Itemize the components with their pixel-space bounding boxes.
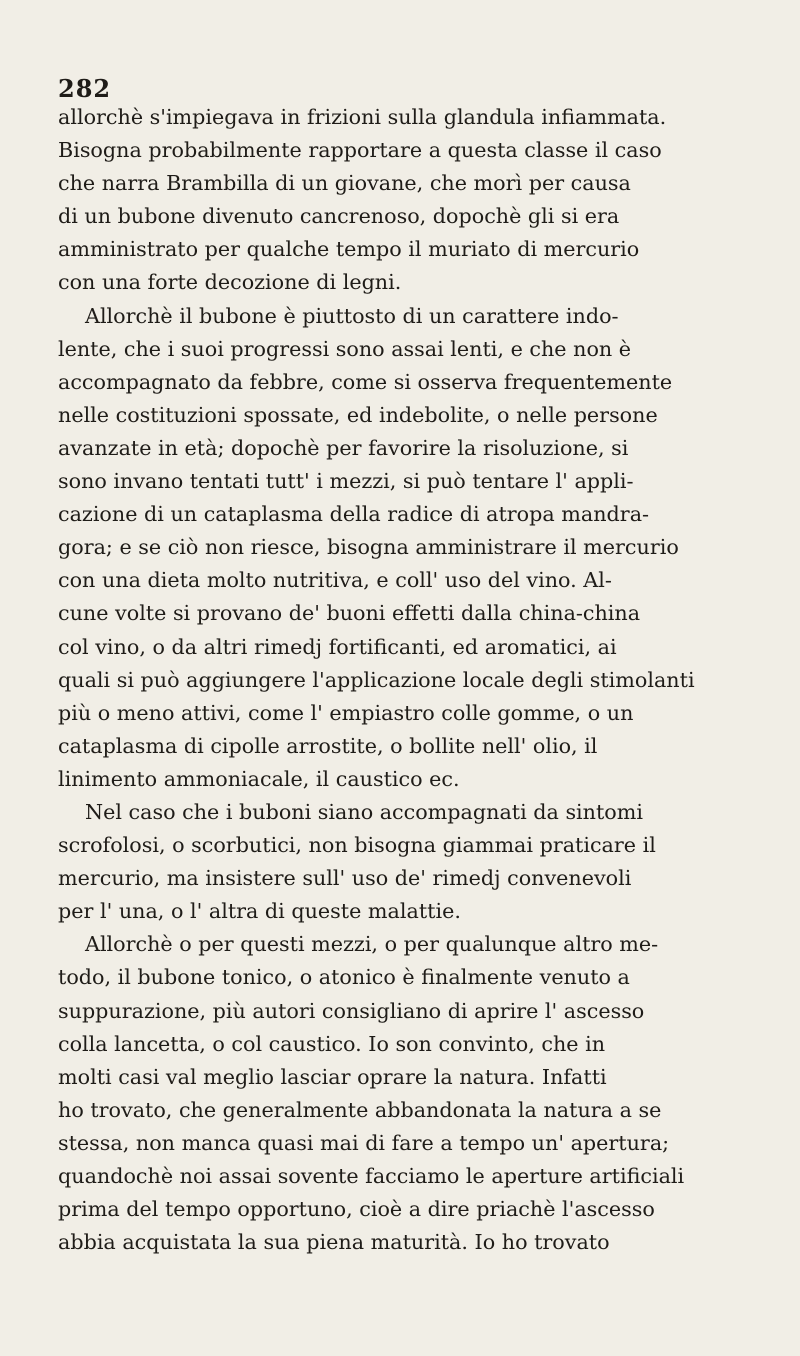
text-line: allorchè s'impiegava in frizioni sulla glandula infiammata. [58, 105, 667, 129]
paragraph-3 [58, 796, 762, 928]
text-line: scrofolosi, o scorbutici, non bisogna giammai praticare il [58, 833, 656, 858]
text-line: abbia acquistata la sua piena maturità. Io ho trovato [58, 1230, 610, 1255]
text-line: linimento ammoniacale, il caustico ec. [58, 766, 460, 791]
text-line: cazione di un cataplasma della radice di atropa mandra- [58, 502, 650, 527]
paragraph-4 [58, 928, 762, 1259]
text-line: avanzate in età; dopochè per favorire la risoluzione, si [58, 435, 629, 460]
text-line: con una forte decozione di legni. [58, 270, 402, 295]
text-line: cataplasma di cipolle arrostite, o bollite nell' olio, il [58, 733, 598, 758]
text-line: quali si può aggiungere l'applicazione locale degli stimolanti [58, 667, 695, 692]
text-line: stessa, non manca quasi mai di fare a tempo un' apertura; [58, 1130, 670, 1155]
text-line: molti casi val meglio lasciar oprare la natura. Infatti [58, 1064, 607, 1089]
text-line: per l' una, o l' altra di queste malattie. [58, 899, 461, 924]
text-line: di un bubone divenuto cancrenoso, dopochè gli si era [58, 204, 620, 229]
text-line: colla lancetta, o col caustico. Io son convinto, che in [58, 1031, 606, 1056]
text-line: suppurazione, più autori consigliano di aprire l' ascesso [58, 998, 645, 1023]
text-line: sono invano tentati tutt' i mezzi, si può tentare l' appli- [58, 469, 634, 494]
text-line: più o meno attivi, come l' empiastro colle gomme, o un [58, 700, 634, 725]
text-line: che narra Brambilla di un giovane, che morì per causa [58, 171, 631, 196]
text-line: ho trovato, che generalmente abbandonata la natura a se [58, 1097, 662, 1122]
paragraph-1 [58, 101, 762, 300]
text-line: mercurio, ma insistere sull' uso de' rimedj convenevoli [58, 866, 632, 891]
text-line: con una dieta molto nutritiva, e coll' uso del vino. Al- [58, 568, 612, 593]
text-line: amministrato per qualche tempo il muriato di mercurio [58, 237, 640, 262]
page-number: 282 [58, 74, 112, 103]
text-line: Bisogna probabilmente rapportare a questa classe il caso [58, 138, 662, 163]
text-line: gora; e se ciò non riesce, bisogna amministrare il mercurio [58, 535, 679, 560]
page-text [58, 101, 762, 1259]
text-line: cune volte si provano de' buoni effetti dalla china-china [58, 601, 641, 626]
text-line: lente, che i suoi progressi sono assai lenti, e che non è [58, 336, 632, 361]
text-line: todo, il bubone tonico, o atonico è finalmente venuto a [58, 965, 630, 990]
paragraph-2 [58, 300, 762, 796]
text-line: col vino, o da altri rimedj fortificanti, ed aromatici, ai [58, 634, 617, 659]
text-line: nelle costituzioni spossate, ed indebolite, o nelle persone [58, 402, 658, 427]
text-line: Allorchè il bubone è piuttosto di un carattere indo- [85, 303, 619, 328]
text-line: quandochè noi assai sovente facciamo le aperture artificiali [58, 1164, 685, 1188]
text-line: accompagnato da febbre, come si osserva frequentemente [58, 369, 673, 394]
text-line: Allorchè o per questi mezzi, o per qualunque altro me- [85, 932, 659, 957]
text-line: Nel caso che i buboni siano accompagnati da sintomi [85, 799, 643, 824]
text-line: prima del tempo opportuno, cioè a dire priachè l'ascesso [58, 1197, 655, 1222]
